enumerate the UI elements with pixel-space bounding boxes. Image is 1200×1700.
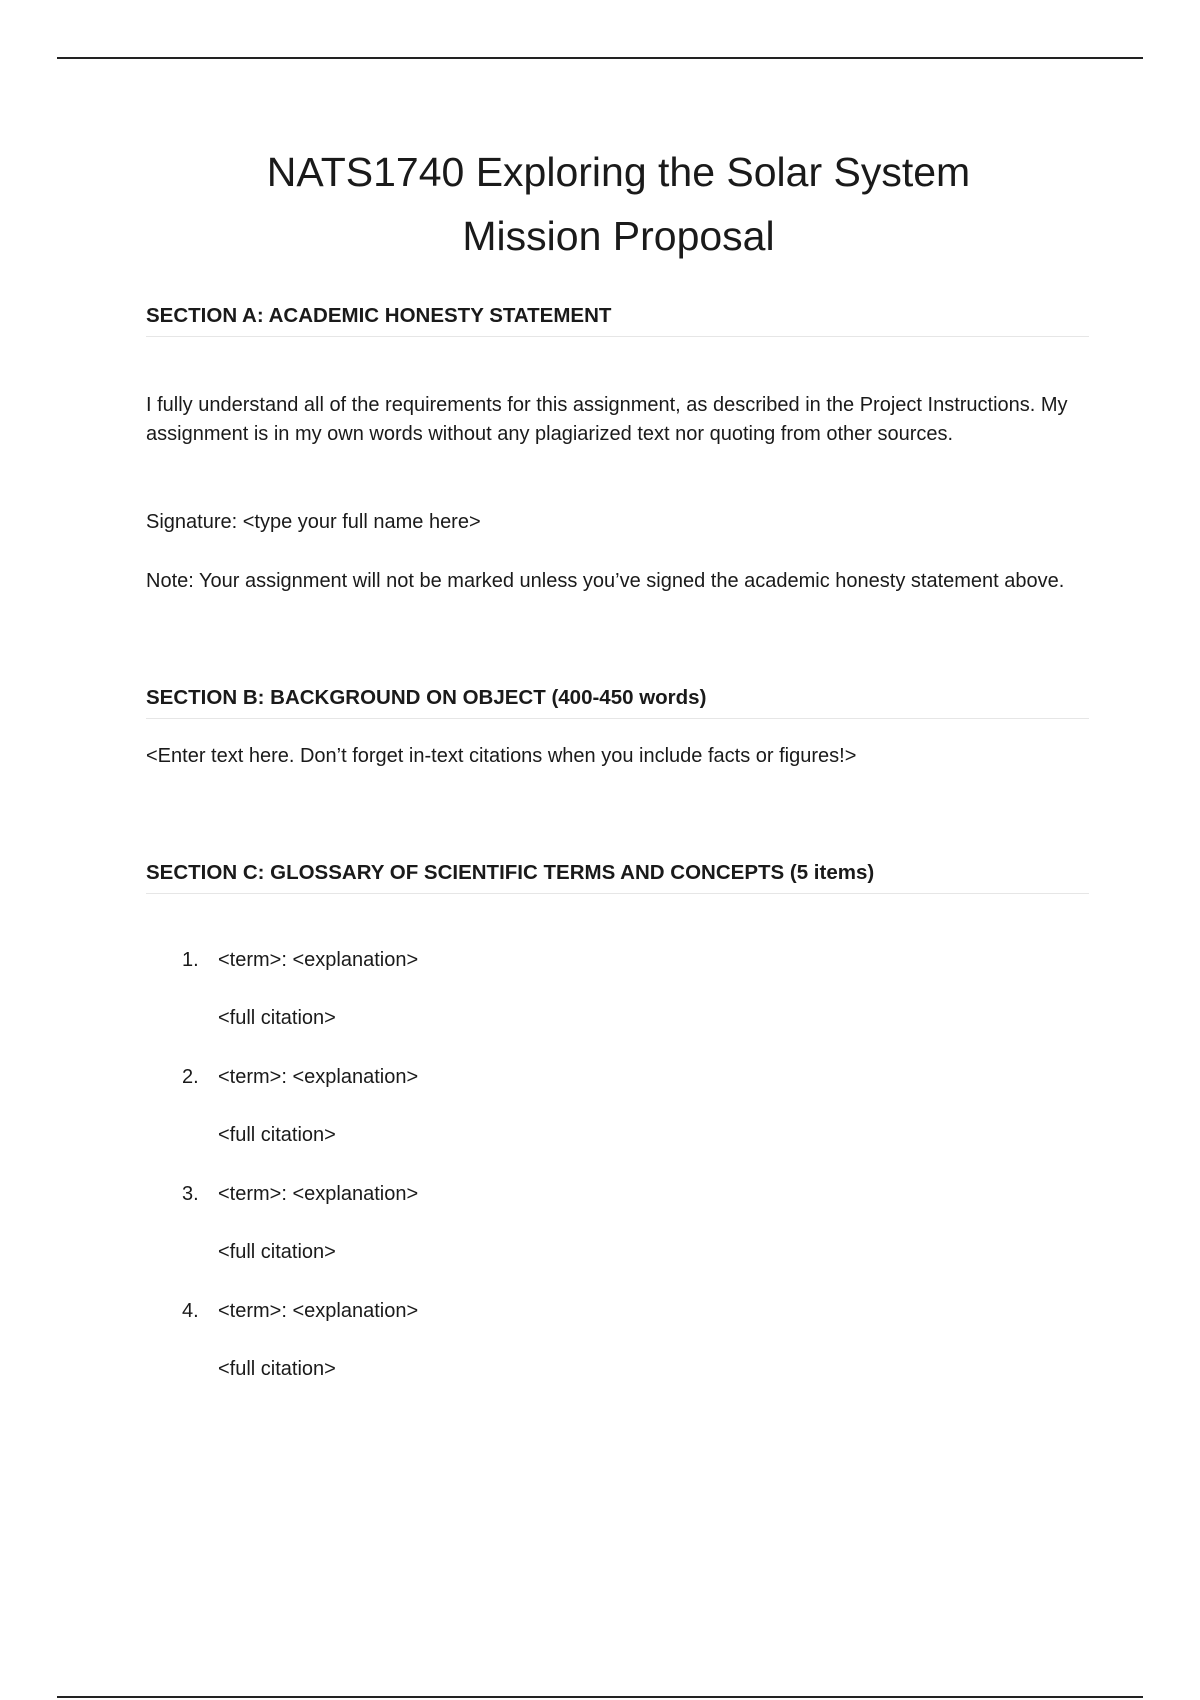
glossary-term-field[interactable]: <term>: <explanation> [218,949,419,971]
background-text-field[interactable]: <Enter text here. Don’t forget in-text citations when you include facts or figures!> [146,745,857,767]
glossary-item-number: 4. [182,1300,199,1322]
glossary-item-number: 2. [182,1066,199,1088]
glossary-citation-field[interactable]: <full citation> [218,1241,336,1263]
bottom-rule [57,1696,1143,1698]
honesty-note: Note: Your assignment will not be marked unless you’ve signed the academic honesty statement above. [146,570,1065,592]
glossary-citation-field[interactable]: <full citation> [218,1007,336,1029]
glossary-term-field[interactable]: <term>: <explanation> [218,1300,419,1322]
top-rule [57,57,1143,59]
glossary-item-number: 1. [182,949,199,971]
glossary-citation-field[interactable]: <full citation> [218,1124,336,1146]
section-c-heading: SECTION C: GLOSSARY OF SCIENTIFIC TERMS AND CONCEPTS (5 items) [146,859,1089,894]
glossary-item-number: 3. [182,1183,199,1205]
section-b-heading: SECTION B: BACKGROUND ON OBJECT (400-450 words) [146,684,1089,719]
glossary-citation-field[interactable]: <full citation> [218,1358,336,1380]
glossary-term-field[interactable]: <term>: <explanation> [218,1183,419,1205]
honesty-statement: I fully understand all of the requirements for this assignment, as described in the Project Instructions. My assignment is in my own words without any plagiarized text nor quoting from other sources. [146,394,1068,445]
section-a-heading: SECTION A: ACADEMIC HONESTY STATEMENT [146,302,1089,337]
glossary-term-field[interactable]: <term>: <explanation> [218,1066,419,1088]
document-title: NATS1740 Exploring the Solar System [266,149,971,195]
document-subtitle: Mission Proposal [462,213,775,259]
signature-field[interactable]: Signature: <type your full name here> [146,511,481,533]
